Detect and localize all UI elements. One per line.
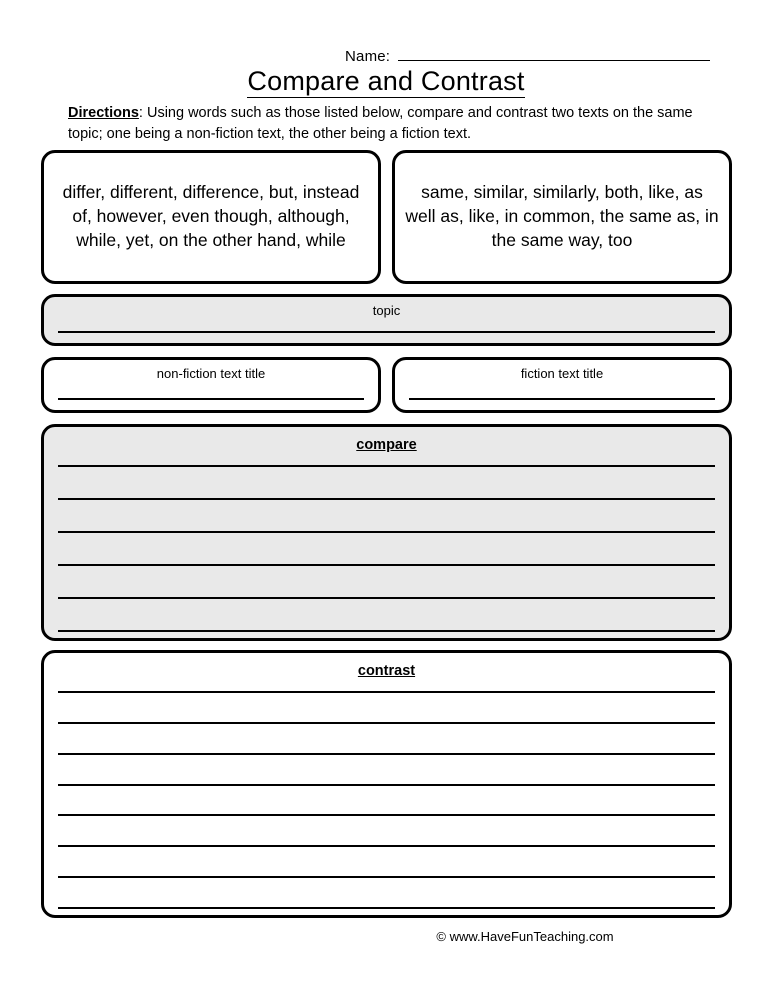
- topic-field-box[interactable]: [41, 294, 732, 346]
- topic-label: topic: [372, 303, 401, 318]
- footer-copyright: © www.HaveFunTeaching.com: [436, 929, 614, 944]
- footer: [0, 929, 772, 944]
- nonfiction-title-field-box[interactable]: [41, 357, 381, 413]
- contrast-write-lines[interactable]: [58, 691, 715, 909]
- compare-word-bank-text: same, similar, similarly, both, like, as well as, like, in common, the same as, in the same way, too: [405, 182, 719, 250]
- write-line[interactable]: [58, 531, 715, 533]
- compare-panel[interactable]: [41, 424, 732, 641]
- write-line[interactable]: [58, 597, 715, 599]
- name-row: [345, 45, 710, 65]
- directions-text: : Using words such as those listed below, compare and contrast two texts on the same topic; one being a non-fiction text, the other being a fiction text.: [68, 105, 693, 142]
- write-line[interactable]: [58, 630, 715, 632]
- directions-label: Directions: [68, 105, 139, 121]
- page-title-text: Compare and Contrast: [247, 66, 525, 96]
- fiction-title-field-box[interactable]: [392, 357, 732, 413]
- fiction-title-write-line[interactable]: [409, 398, 715, 400]
- write-line[interactable]: [58, 498, 715, 500]
- write-line[interactable]: [58, 814, 715, 816]
- contrast-word-bank: [41, 150, 381, 284]
- fiction-title-label: fiction text title: [520, 366, 604, 381]
- nonfiction-title-label: non-fiction text title: [156, 366, 266, 381]
- write-line[interactable]: [58, 876, 715, 878]
- compare-word-bank: [392, 150, 732, 284]
- name-write-line[interactable]: [398, 45, 710, 61]
- contrast-word-bank-text: differ, different, difference, but, instead of, however, even though, although, while, yet, on the other hand, while: [62, 182, 360, 250]
- name-label: Name:: [345, 48, 391, 65]
- page-title: [0, 66, 772, 97]
- write-line[interactable]: [58, 564, 715, 566]
- compare-write-lines[interactable]: [58, 465, 715, 632]
- write-line[interactable]: [58, 691, 715, 693]
- nonfiction-title-write-line[interactable]: [58, 398, 364, 400]
- write-line[interactable]: [58, 907, 715, 909]
- directions-paragraph: [68, 103, 716, 144]
- write-line[interactable]: [58, 465, 715, 467]
- write-line[interactable]: [58, 722, 715, 724]
- write-line[interactable]: [58, 845, 715, 847]
- contrast-label: contrast: [357, 663, 416, 679]
- write-line[interactable]: [58, 753, 715, 755]
- topic-write-line[interactable]: [58, 331, 715, 333]
- compare-label: compare: [356, 437, 417, 453]
- contrast-panel[interactable]: [41, 650, 732, 918]
- write-line[interactable]: [58, 784, 715, 786]
